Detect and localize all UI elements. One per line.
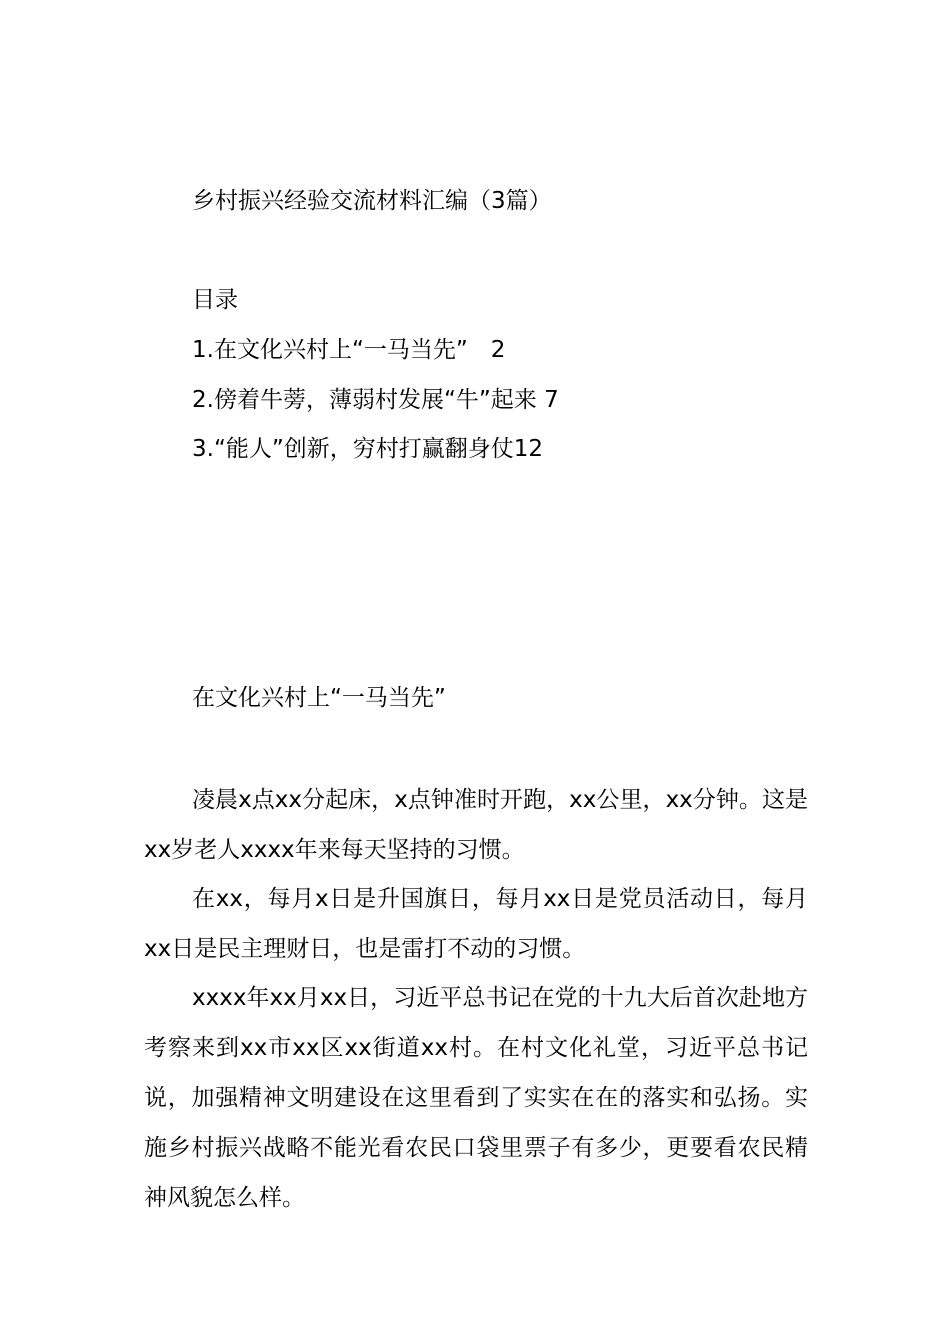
- body-paragraph: 在xx，每月x日是升国旗日，每月xx日是党员活动日，每月xx日是民主理财日，也是雷打不动的习惯。: [144, 886, 808, 962]
- toc-item: 1.在文化兴村上“一马当先” 2: [192, 337, 506, 363]
- body-paragraph: xxxx年xx月xx日，习近平总书记在党的十九大后首次赴地方考察来到xx市xx区xx街道xx村。在村文化礼堂，习近平总书记说，加强精神文明建设在这里看到了实实在在的落实和弘扬。实施乡村振兴战略不能光看农民口袋里票子有多少，更要看农民精神风貌怎么样。: [144, 985, 808, 1211]
- toc-item: 2.傍着牛蒡，薄弱村发展“牛”起来 7: [192, 387, 559, 413]
- toc-heading: 目录: [192, 287, 238, 313]
- toc-item: 3.“能人”创新，穷村打赢翻身仗12: [192, 436, 544, 462]
- body-paragraph: 凌晨x点xx分起床，x点钟准时开跑，xx公里，xx分钟。这是xx岁老人xxxx年来每天坚持的习惯。: [144, 787, 808, 863]
- document-title: 乡村振兴经验交流材料汇编（3篇）: [192, 188, 552, 214]
- section-title: 在文化兴村上“一马当先”: [192, 685, 446, 711]
